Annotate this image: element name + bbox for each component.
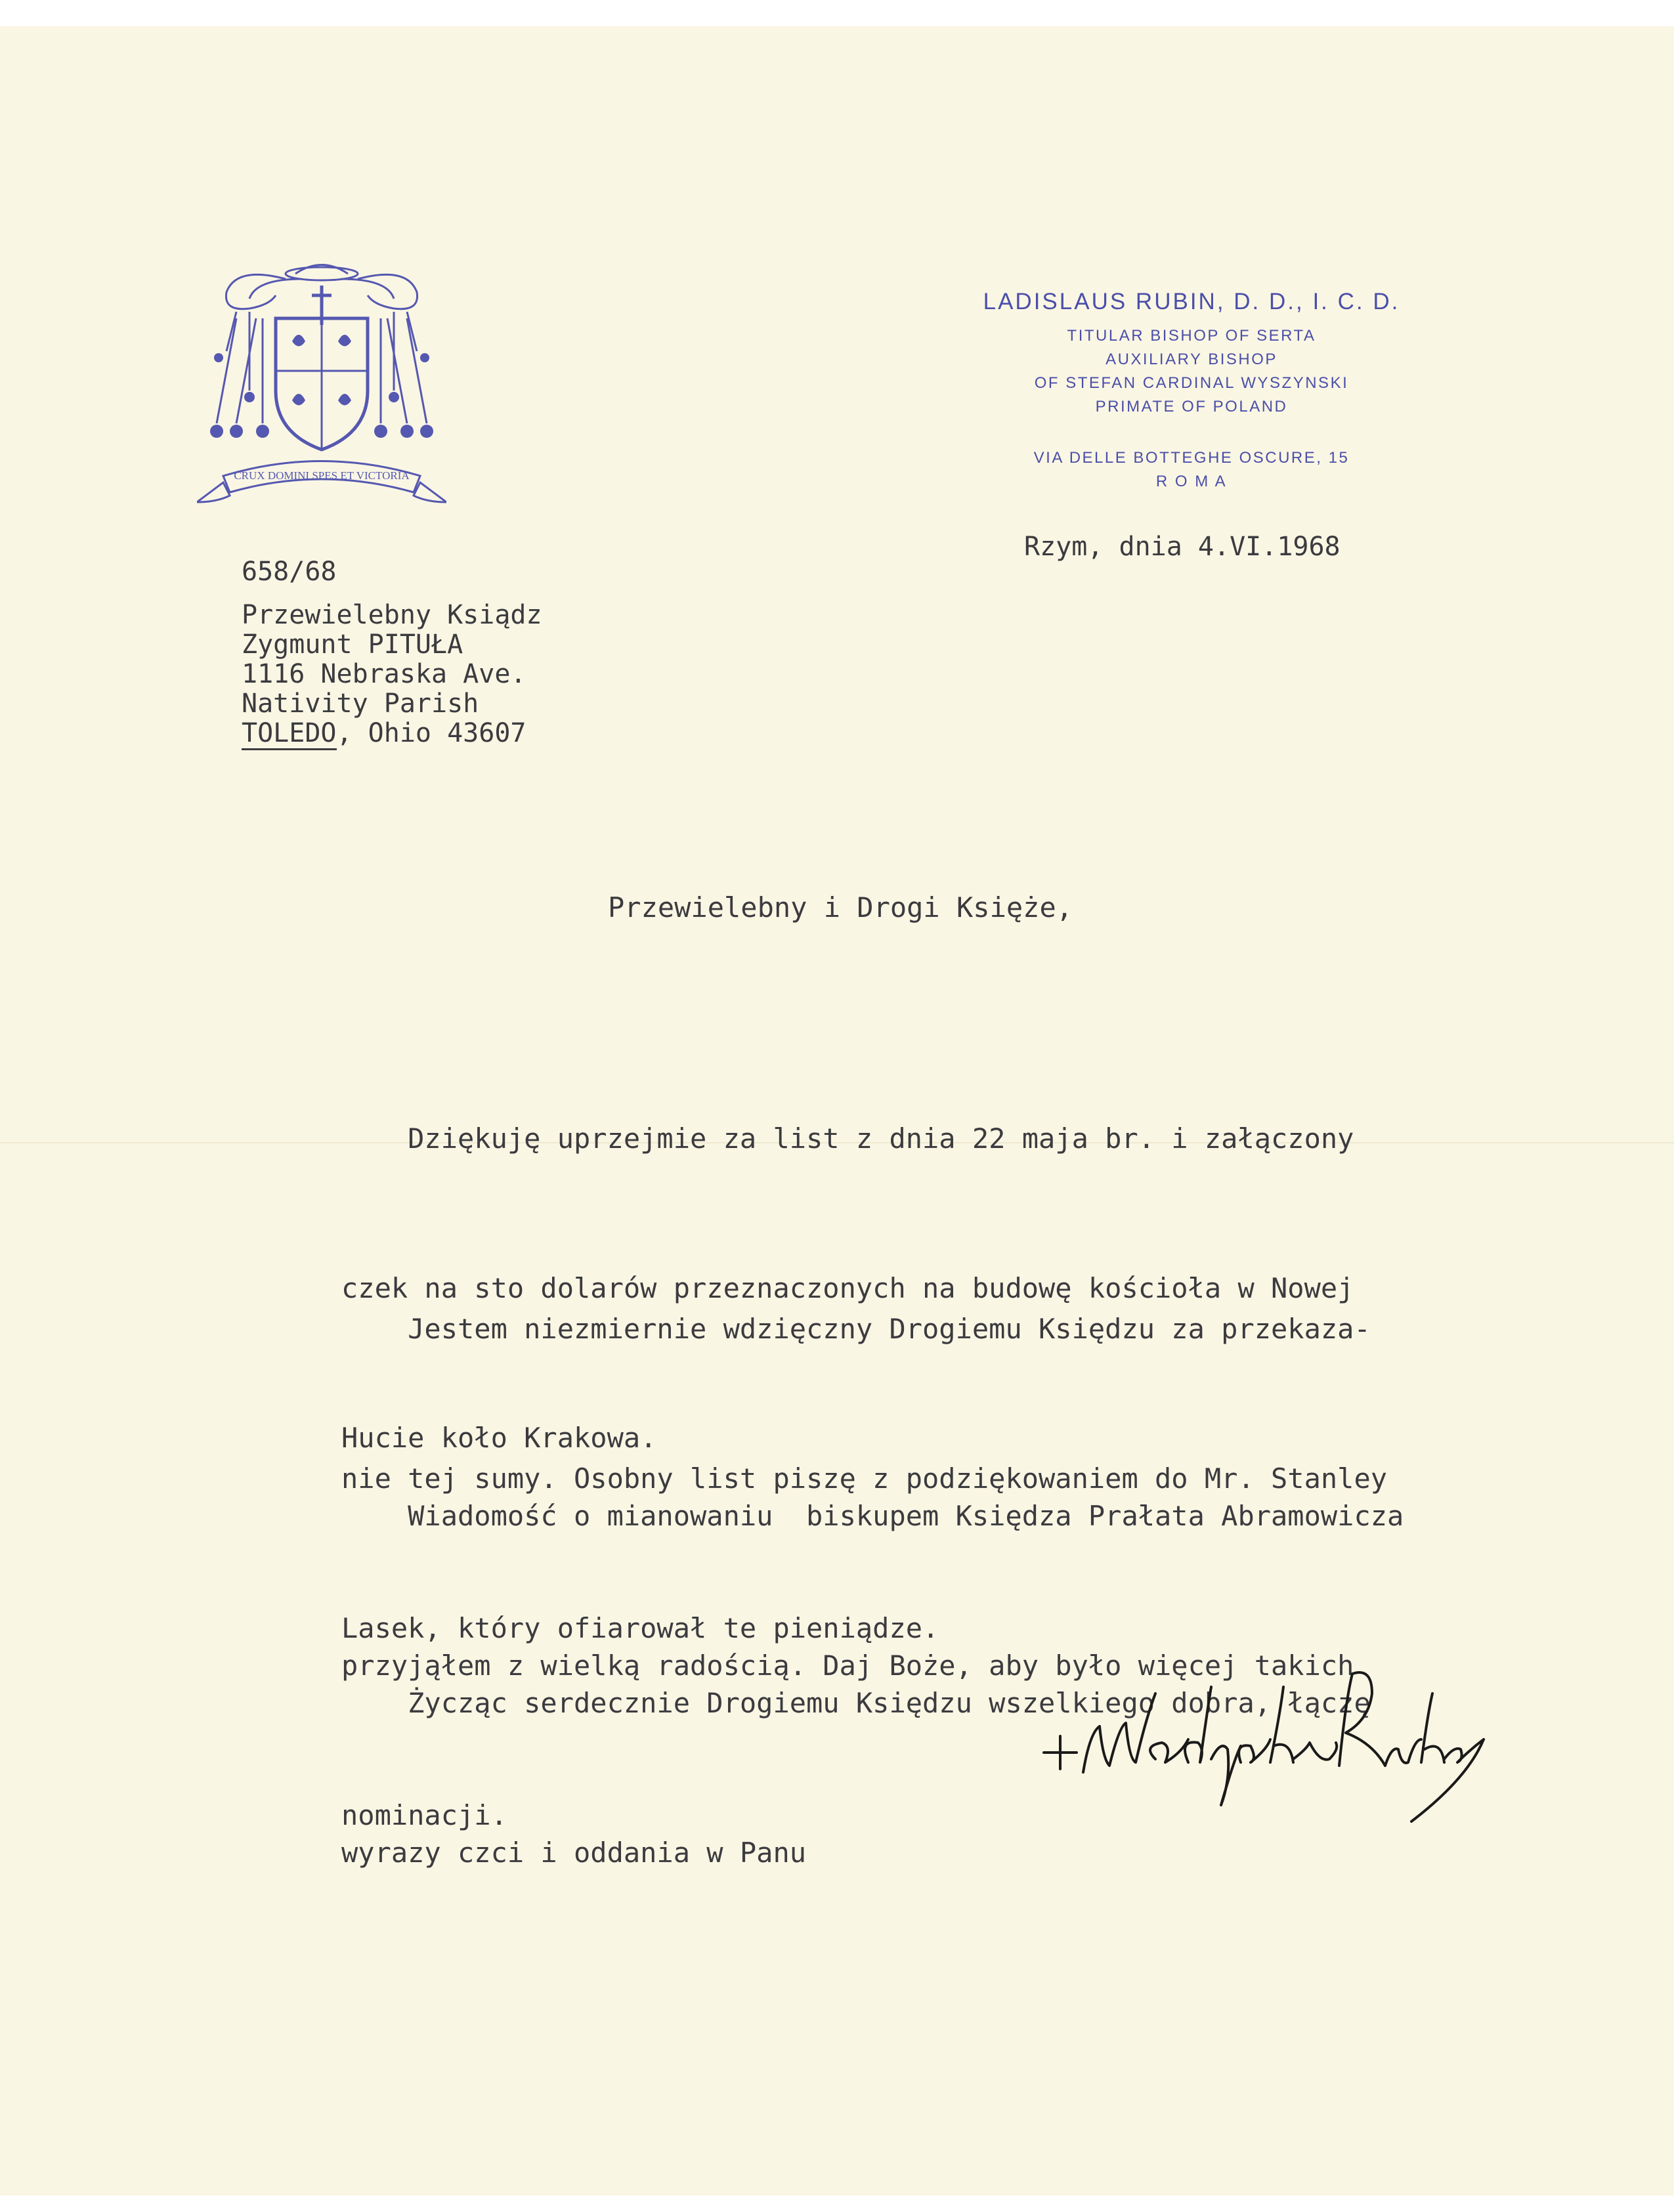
- letter-date: Rzym, dnia 4.VI.1968: [1024, 532, 1341, 562]
- recipient-line: 1116 Nebraska Ave.: [242, 659, 526, 689]
- bishop-title-2: AUXILIARY BISHOP: [1105, 351, 1277, 368]
- reference-number: 658/68: [242, 557, 337, 587]
- recipient-line: Zygmunt PITUŁA: [242, 629, 463, 660]
- recipient-state-zip: , Ohio 43607: [336, 718, 526, 748]
- paragraph-line: wyrazy czci i oddania w Panu: [341, 1837, 807, 1869]
- letterhead-city: R O M A: [1155, 473, 1228, 490]
- paragraph-line: Wiadomość o mianowaniu biskupem Księdza Prałata Abramowicza: [341, 1500, 1404, 1532]
- paragraph-line: Lasek, który ofiarował te pieniądze.: [341, 1612, 939, 1644]
- paragraph-line: nie tej sumy. Osobny list piszę z podziękowaniem do Mr. Stanley: [341, 1462, 1388, 1495]
- motto-text: CRUX DOMINI SPES ET VICTORIA: [234, 469, 410, 482]
- coat-of-arms-icon: [197, 259, 446, 528]
- letter-page: [0, 26, 1674, 2196]
- paragraph-line: Życząc serdecznie Drogiemu Księdzu wszelkiego dobra, łączę: [341, 1687, 1371, 1719]
- recipient-address: [242, 601, 542, 748]
- letterhead: [893, 289, 1490, 494]
- paragraph-line: przyjąłem z wielką radością. Daj Boże, aby było więcej takich: [341, 1649, 1354, 1682]
- recipient-city-line: [242, 719, 542, 748]
- signature-image: [1031, 1628, 1490, 1825]
- bishop-name: LADISLAUS RUBIN, D. D., I. C. D.: [983, 289, 1400, 314]
- bishop-title-1: TITULAR BISHOP OF SERTA: [1067, 327, 1316, 345]
- paragraph-line: Jestem niezmiernie wdzięczny Drogiemu Księdzu za przekaza-: [341, 1313, 1371, 1345]
- bishop-title-3: OF STEFAN CARDINAL WYSZYNSKI: [1034, 374, 1349, 392]
- paragraph-line: czek na sto dolarów przeznaczonych na budowę kościoła w Nowej: [341, 1272, 1354, 1304]
- paragraph-line: nominacji.: [341, 1799, 507, 1831]
- recipient-line: Przewielebny Ksiądz: [242, 600, 542, 630]
- salutation: Przewielebny i Drogi Księże,: [608, 891, 1073, 924]
- recipient-city: TOLEDO: [242, 718, 337, 750]
- paragraph-line: Dziękuję uprzejmie za list z dnia 22 maja br. i załączony: [341, 1122, 1354, 1155]
- bishop-title-4: PRIMATE OF POLAND: [1095, 398, 1288, 415]
- letterhead-street: VIA DELLE BOTTEGHE OSCURE, 15: [1033, 449, 1350, 467]
- recipient-line: Nativity Parish: [242, 689, 479, 719]
- paragraph-line: Hucie koło Krakowa.: [341, 1422, 657, 1454]
